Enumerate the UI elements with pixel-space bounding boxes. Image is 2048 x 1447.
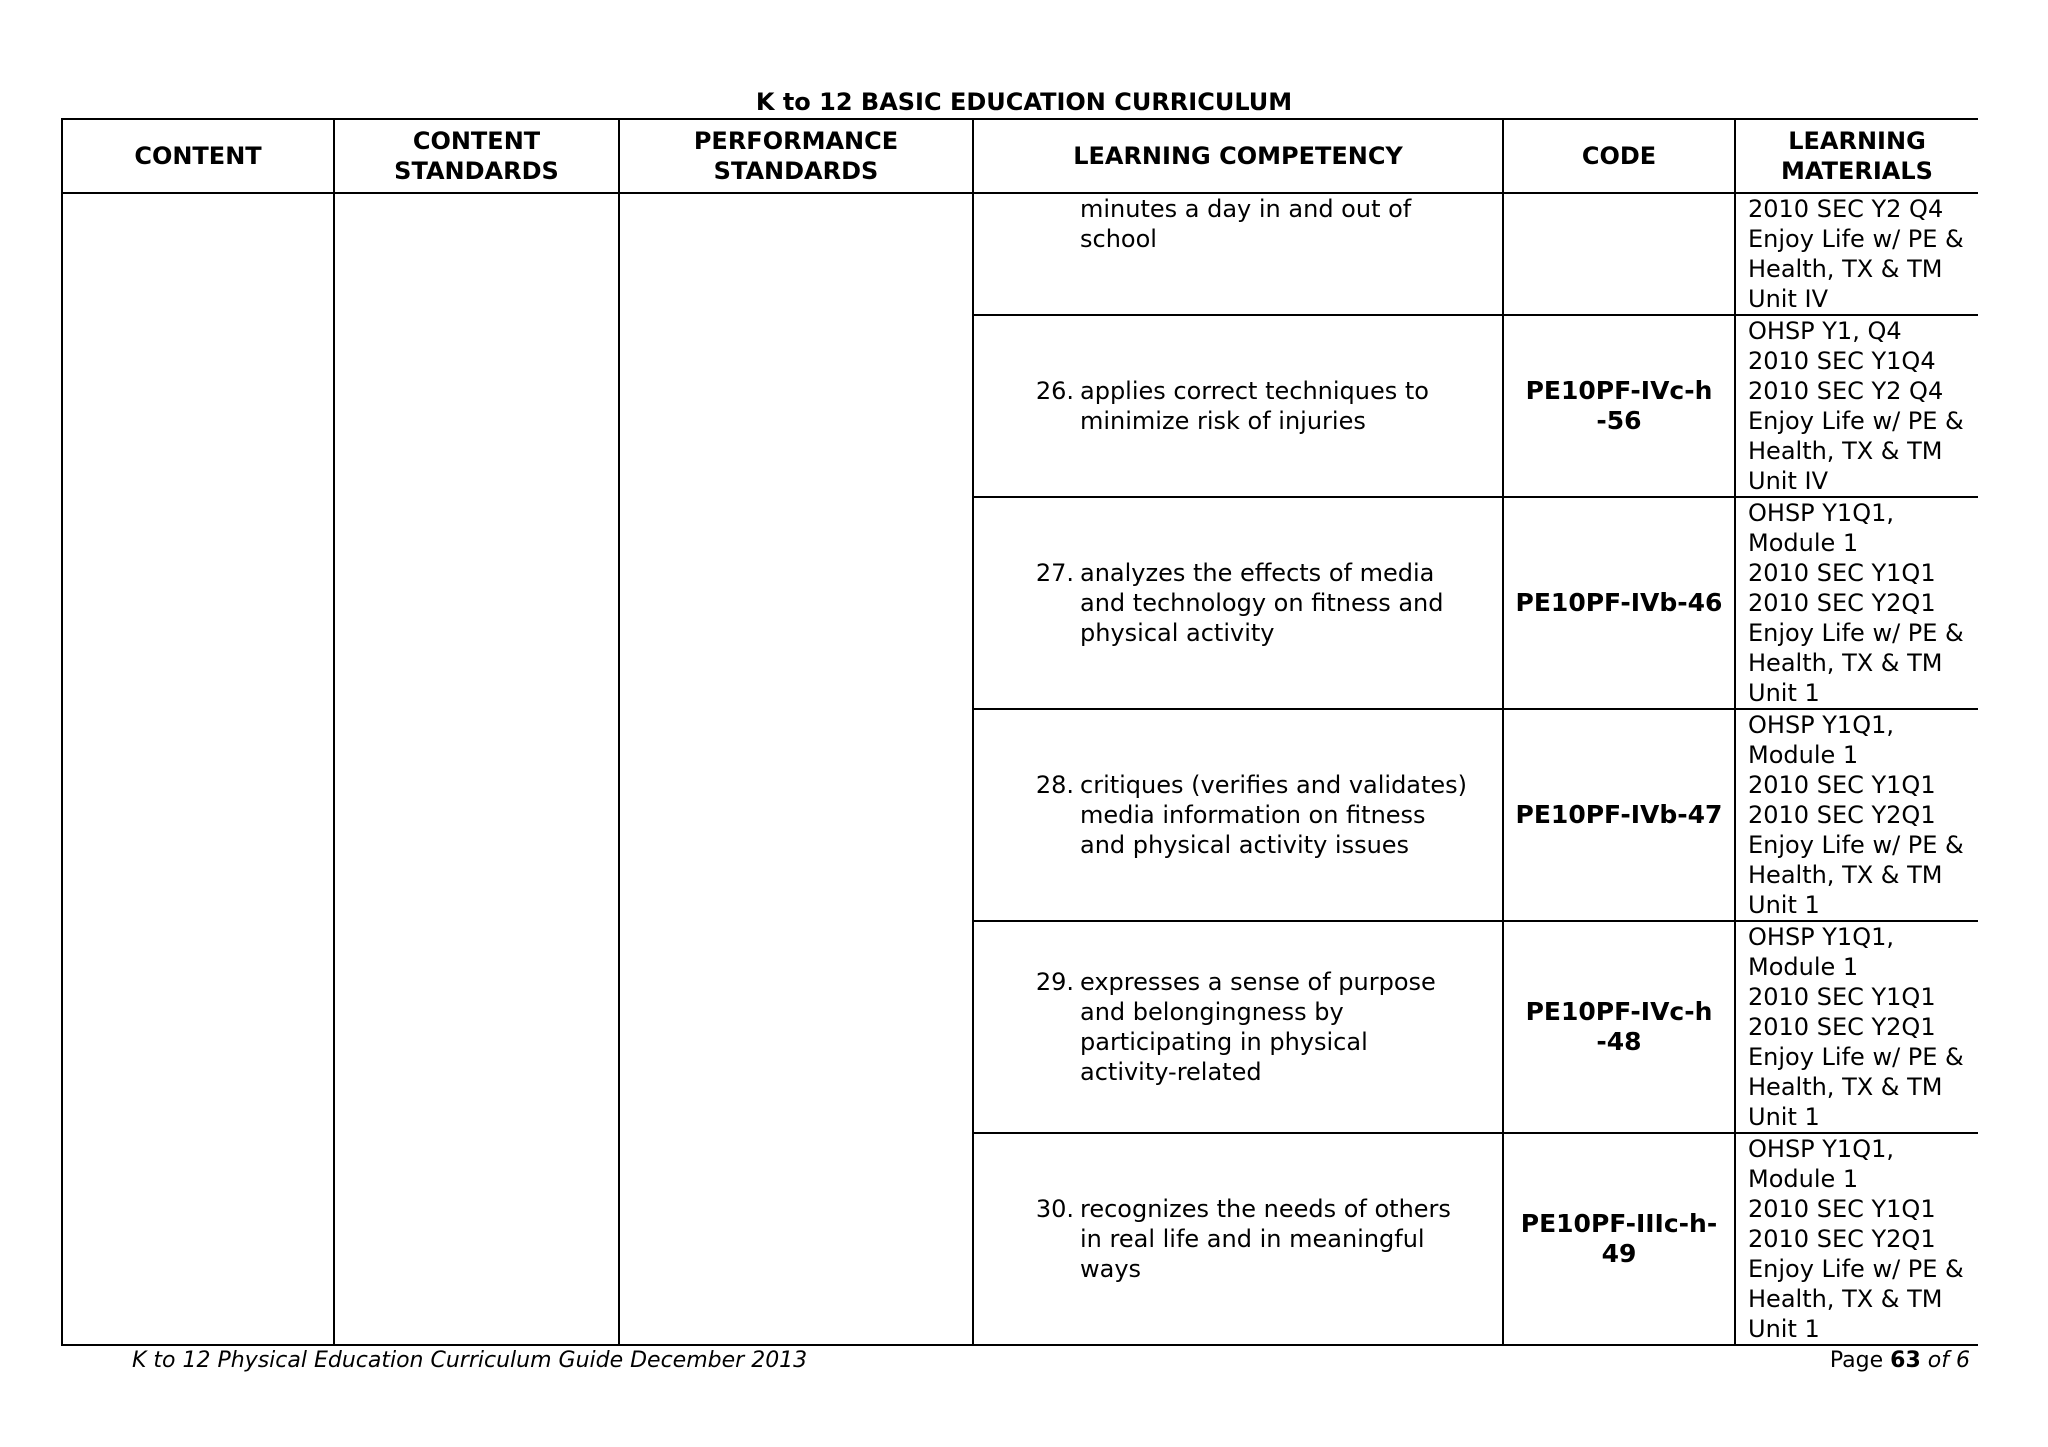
- competency-text: recognizes the needs of others in real life and in meaningful ways: [1080, 1195, 1451, 1283]
- competency-number: [1030, 194, 1080, 254]
- table-row: [62, 193, 1978, 315]
- competency-cell: [973, 497, 1503, 709]
- code-value: PE10PF-IVc-h-56: [1525, 376, 1713, 435]
- curriculum-table: [61, 118, 1978, 1346]
- header-content-standards: CONTENT STANDARDS: [334, 119, 619, 193]
- content-standards-cell: [334, 193, 619, 1345]
- competency-number: 29.: [1035, 968, 1074, 996]
- header-learning-competency: LEARNING COMPETENCY: [973, 119, 1503, 193]
- header-code: CODE: [1503, 119, 1735, 193]
- code-cell: [1503, 921, 1735, 1133]
- code-cell: [1503, 193, 1735, 315]
- competency-cell: [973, 709, 1503, 921]
- code-value: PE10PF-IIIc-h-49: [1520, 1209, 1718, 1268]
- page-label: Page: [1829, 1348, 1884, 1373]
- code-cell: [1503, 1133, 1735, 1345]
- materials-cell: OHSP Y1Q1, Module 1 2010 SEC Y1Q1 2010 SEC Y2Q1 Enjoy Life w/ PE & Health, TX & TM Unit 1: [1735, 1133, 1978, 1345]
- performance-standards-cell: [619, 193, 973, 1345]
- code-cell: PE10PF-IVb-46: [1503, 497, 1735, 709]
- header-performance-standards: PERFORMANCE STANDARDS: [619, 119, 973, 193]
- header-content: CONTENT: [62, 119, 334, 193]
- competency-number: 28.: [1035, 771, 1074, 799]
- materials-cell: OHSP Y1Q1, Module 1 2010 SEC Y1Q1 2010 SEC Y2Q1 Enjoy Life w/ PE & Health, TX & TM Unit 1: [1735, 709, 1978, 921]
- footer-page-number: [1830, 1348, 1970, 1373]
- footer-guide-title: K to 12 Physical Education Curriculum Guide December 2013: [132, 1348, 808, 1373]
- code-value: PE10PF-IVc-h-48: [1525, 997, 1713, 1056]
- competency-text: expresses a sense of purpose and belongingness by participating in physical activity-related: [1080, 968, 1436, 1086]
- page-of: of 6: [1927, 1348, 1970, 1373]
- competency-text: analyzes the effects of media and technology on fitness and physical activity: [1080, 559, 1444, 647]
- competency-text: minutes a day in and out of school: [1080, 195, 1412, 253]
- code-cell: [1503, 315, 1735, 497]
- materials-cell: 2010 SEC Y2 Q4 Enjoy Life w/ PE & Health, TX & TM Unit IV: [1735, 193, 1978, 315]
- competency-number: 27.: [1035, 559, 1074, 587]
- materials-cell: OHSP Y1, Q4 2010 SEC Y1Q4 2010 SEC Y2 Q4 Enjoy Life w/ PE & Health, TX & TM Unit IV: [1735, 315, 1978, 497]
- table-header-row: [62, 119, 1978, 193]
- competency-number: 26.: [1035, 377, 1074, 405]
- code-cell: PE10PF-IVb-47: [1503, 709, 1735, 921]
- materials-cell: OHSP Y1Q1, Module 1 2010 SEC Y1Q1 2010 SEC Y2Q1 Enjoy Life w/ PE & Health, TX & TM Unit 1: [1735, 921, 1978, 1133]
- content-cell: [62, 193, 334, 1345]
- materials-cell: OHSP Y1Q1, Module 1 2010 SEC Y1Q1 2010 SEC Y2Q1 Enjoy Life w/ PE & Health, TX & TM Unit 1: [1735, 497, 1978, 709]
- competency-text: applies correct techniques to minimize risk of injuries: [1080, 377, 1429, 435]
- competency-cell: [973, 921, 1503, 1133]
- competency-number: 30.: [1035, 1195, 1074, 1223]
- document-title: K to 12 BASIC EDUCATION CURRICULUM: [755, 88, 1293, 116]
- competency-text: critiques (verifies and validates) media information on fitness and physical activity issues: [1080, 771, 1468, 859]
- competency-cell: [973, 193, 1503, 315]
- header-learning-materials: LEARNING MATERIALS: [1735, 119, 1978, 193]
- page-number: 63: [1890, 1348, 1921, 1373]
- competency-cell: [973, 1133, 1503, 1345]
- competency-cell: [973, 315, 1503, 497]
